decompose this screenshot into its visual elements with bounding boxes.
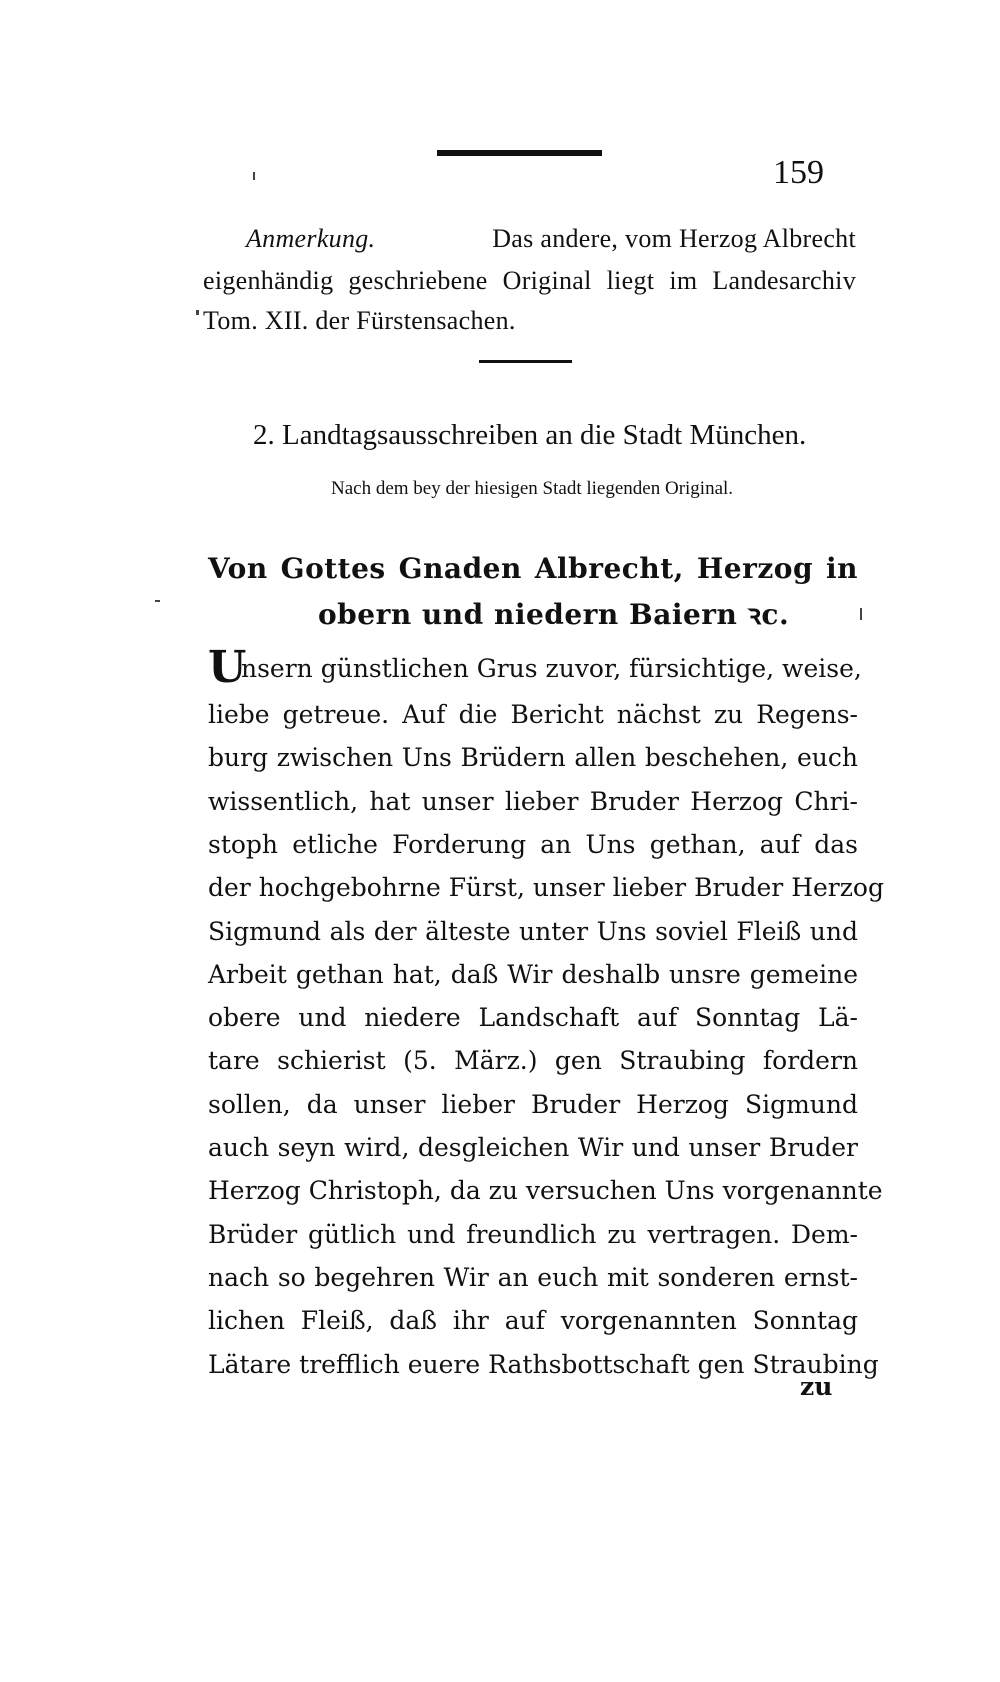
print-speck [155, 600, 160, 602]
body-line: der hochgebohrne Fürst, unser lieber Bruder Herzog [208, 873, 884, 902]
print-speck [860, 608, 862, 620]
page-number: 159 [773, 154, 824, 191]
note-line-1 [246, 224, 856, 254]
print-speck [196, 310, 199, 315]
body-line: Arbeit gethan hat, daß Wir deshalb unsre gemeine [208, 960, 858, 989]
body-line: nach so begehren Wir an euch mit sonderen ernst- [208, 1263, 858, 1292]
body-first-line-text: nsern günstlichen Grus zuvor, fürsichtige, weise, [241, 654, 862, 683]
note-line-3: Tom. XII. der Fürstensachen. [203, 306, 516, 335]
body-line: wissentlich, hat unser lieber Bruder Herzog Chri- [208, 787, 858, 816]
body-line: Brüder gütlich und freundlich zu vertragen. Dem- [208, 1220, 858, 1249]
note-rule [479, 360, 572, 363]
section-heading: 2. Landtagsausschreiben an die Stadt München. [253, 419, 807, 451]
body-line: Lätare trefflich euere Rathsbottschaft gen Straubing [208, 1350, 879, 1379]
top-rule [437, 150, 602, 156]
body-line: sollen, da unser lieber Bruder Herzog Sigmund [208, 1090, 858, 1119]
body-line: auch seyn wird, desgleichen Wir und unser Bruder [208, 1133, 858, 1162]
body-line: obere und niedere Landschaft auf Sonntag Lä- [208, 1003, 858, 1032]
body-line: tare schierist (5. März.) gen Straubing fordern [208, 1046, 858, 1075]
catchword: zu [800, 1372, 833, 1401]
note-label: Anmerkung. [246, 224, 376, 253]
drop-initial: U [208, 642, 247, 693]
note-line-2: eigenhändig geschriebene Original liegt im Landesarchiv [203, 266, 856, 295]
print-speck [253, 172, 255, 180]
body-line: stoph etliche Forderung an Uns gethan, auf das [208, 830, 858, 859]
body-line: liebe getreue. Auf die Bericht nächst zu Regens- [208, 700, 858, 729]
body-line: burg zwischen Uns Brüdern allen beschehen, euch [208, 743, 858, 772]
source-note: Nach dem bey der hiesigen Stadt liegenden Original. [331, 478, 734, 499]
note-line-1-text: Das andere, vom Herzog Albrecht [492, 224, 856, 253]
body-line: Herzog Christoph, da zu versuchen Uns vorgenannte [208, 1176, 883, 1205]
body-line: lichen Fleiß, daß ihr auf vorgenannten Sonntag [208, 1306, 858, 1335]
document-title-line-2: obern und niedern Baiern ꝛc. [318, 598, 790, 631]
body-line: Sigmund als der älteste unter Uns soviel Fleiß und [208, 917, 858, 946]
document-title-line-1: Von Gottes Gnaden Albrecht, Herzog in [208, 552, 858, 585]
